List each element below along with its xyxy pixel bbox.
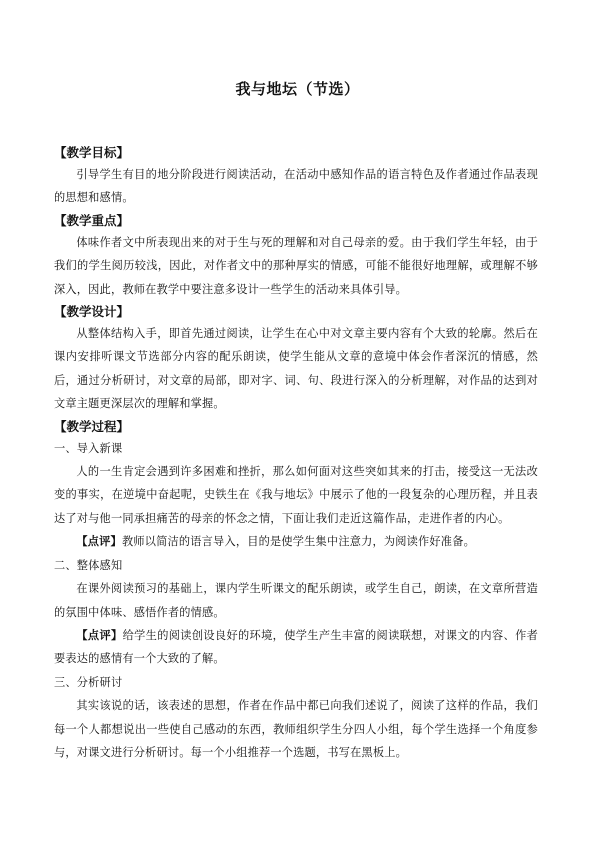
step-title-intro: 一、导入新课: [54, 441, 123, 455]
section-heading-goals: 【教学目标】: [54, 145, 130, 160]
step-overview-comment: [54, 624, 538, 671]
design-paragraph: 从整体结构入手，即首先通过阅读，让学生在心中对文章主要内容有个大致的轮廓。然后在课内安排听课文节选部分内容的配乐朗读，使学生能从文章的意境中体会作者深沉的情感，然后，通过分析研讨，对文章的局部，即对字、词、句、段进行深入的分析理解，对作品的达到对文章主题更深层次的理解和掌握。: [54, 327, 538, 411]
goals-paragraph: 引导学生有目的地分阶段进行阅读活动，在活动中感知作品的语言特色及作者通过作品表现的思想和感情。: [54, 168, 538, 205]
section-heading-process: 【教学过程】: [54, 418, 130, 434]
step-analysis-paragraph: 其实该说的话，该表述的思想，作者在作品中都已向我们述说了，阅读了这样的作品，我们每一个人都想说出一些使自己感动的东西，教师组织学生分四人小组，每个学生选择一个角度参与，对课文进行分析研讨。每一个小组推荐一个选题，书写在黑板上。: [54, 699, 538, 759]
step-intro-paragraph: 人的一生肯定会遇到许多困难和挫折，那么如何面对这些突如其来的打击，接受这一无法改变的事实，在逆境中奋起呢，史铁生在《我与地坛》中展示了他的一段复杂的心理历程，并且表达了对与他一同承担痛苦的母亲的怀念之情，下面让我们走近这篇作品，走进作者的内心。: [54, 465, 538, 525]
section-heading-key-points: 【教学重点】: [54, 212, 130, 228]
step-intro-comment: [54, 530, 538, 553]
comment-tag: 【点评】: [76, 628, 123, 642]
comment-text: 教师以简洁的语言导入，目的是使学生集中注意力，为阅读作好准备。: [121, 535, 475, 549]
document-title: 我与地坛（节选）: [235, 80, 360, 98]
key-points-paragraph: 体味作者文中所表现出来的对于生与死的理解和对自己母亲的爱。由于我们学生年轻，由于我们的学生阅历较浅，因此，对作者文中的那种厚实的情感，可能不能很好地理解，或理解不够深入，因此，教师在教学中要注意多设计一些学生的活动来具体引导。: [54, 235, 538, 296]
document-body: [54, 143, 538, 764]
comment-text: 给学生的阅读创设良好的环境，使学生产生丰富的阅读联想，对课文的内容、作者要表达的感情有一个大致的了解。: [54, 628, 538, 666]
step-title-analysis: 三、分析研讨: [54, 675, 123, 689]
comment-tag: 【点评】: [76, 535, 122, 549]
step-overview-paragraph: 在课外阅读预习的基础上，课内学生听课文的配乐朗读，或学生自己，朗读，在文章所营造的氛围中体味、感悟作者的情感。: [54, 582, 538, 619]
section-heading-design: 【教学设计】: [54, 304, 130, 320]
step-title-overview: 二、整体感知: [54, 558, 123, 572]
